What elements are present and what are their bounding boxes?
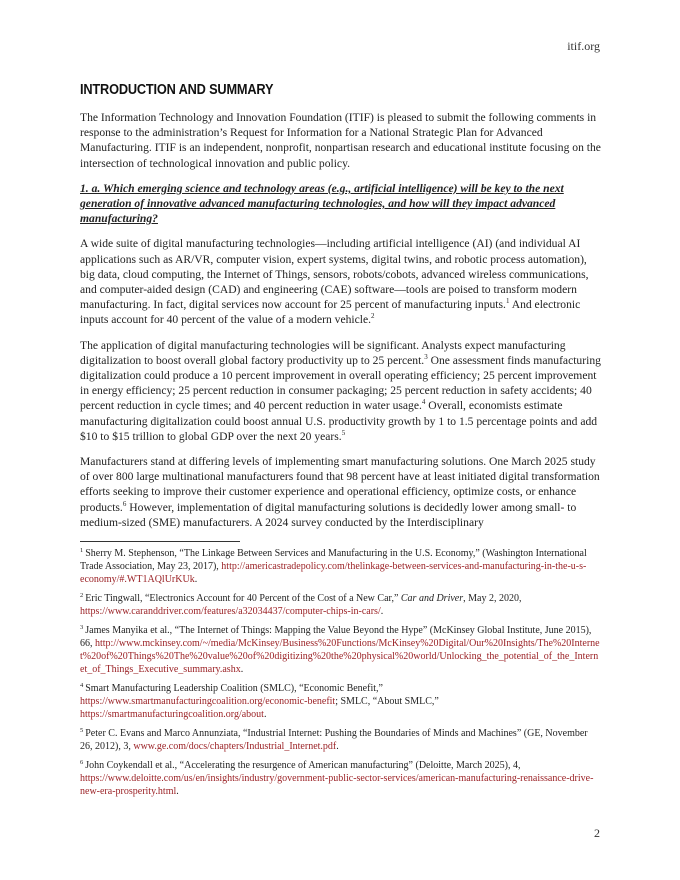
footnote-text: . [240,664,244,675]
intro-paragraph: The Information Technology and Innovation Foundation (ITIF) is pleased to submit the following comments in response to the administration’s Request for Information for a National Strategic Plan for Advanced Manufacturing. ITIF is an independent, nonprofit, nonpartisan research and educational institute focusing on the intersection of technological innovation and public policy. [80,111,601,170]
question-heading: 1. a. Which emerging science and technology areas (e.g., artificial intelligence) will be key to the next generation of innovative advanced manufacturing technologies, and how will they impact advanced manufacturing? [80,181,564,226]
paragraph-text: One assessment finds manufacturing digitalization could produce a 10 percent improvement in overall operating efficiency; 25 percent improvement in energy efficiency; 25 percent reduction in consumer packaging; 25 percent reduction in safety accidents; 40 percent reduction in cycle times; and 40 percent reduction in water usage. [80,353,601,413]
footnote-link[interactable]: http://americastradepolicy.com/thelinkage-between-services-and-manufacturing-in-the-u-s-economy/#.WT1AQlUrKUk [80,561,587,585]
footnote-number: 6 [80,758,84,766]
footnote-text: . [263,709,267,720]
footnote-text: James Manyika et al., “The Internet of Things: Mapping the Value Beyond the Hype” (McKinsey Global Institute, June 2015), 66, [80,625,592,649]
footnote-text: , May 2, 2020, [463,593,522,604]
footnote-italic-title: Car and Driver [400,593,464,604]
paragraph-productivity [80,338,602,444]
footnote-ref[interactable]: 3 [424,352,428,361]
footnote-1 [80,547,602,586]
footnote-text: . [380,606,384,617]
footnote-3 [80,624,602,676]
footnote-2 [80,592,602,618]
paragraph-text: Manufacturers stand at differing levels of implementing smart manufacturing solutions. One March 2025 study of over 800 large multinational manufacturers found that 98 percent have at least initiated digital transformation efforts seeking to improve their customer experience and operational efficiency, optimize costs, or enhance products. [80,455,600,514]
footnote-4 [80,682,602,721]
footnote-ref[interactable]: 5 [341,429,346,437]
paragraph-text: The application of digital manufacturing technologies will be significant. Analysts expect manufacturing digitalization to boost overall global factory productivity up to 25 percent. [80,338,566,367]
footnote-number: 1 [80,546,84,554]
paragraph-text: Overall, economists estimate manufacturing digitalization could boost annual U.S. productivity growth by 1 to 1.5 percentage points and add $10 to $15 trillion to global GDP over the next 20 years. [80,399,598,443]
header-site-name: itif.org [567,39,600,53]
footnote-5 [80,727,602,753]
footnote-number: 3 [80,623,84,631]
paragraph-text: A wide suite of digital manufacturing technologies—including artificial intelligence (AI) (and individual AI applications such as AR/VR, computer vision, expert systems, digital twins, and robotic process automation), big data, cloud computing, the Internet of Things, sensors, robots/cobots, advanced wireless communications, and computer-aided design (CAD) and engineering (CAE) software—tools are poised to transform modern manufacturing. In fact, digital services now account for 25 percent of manufacturing inputs. [80,237,589,312]
footnote-number: 4 [80,681,84,689]
body-content [80,110,602,540]
footnote-ref[interactable]: 6 [122,499,127,508]
paragraph-digital-technologies [80,236,602,327]
section-heading: INTRODUCTION AND SUMMARY [80,82,274,98]
footnote-link[interactable]: http://www.mckinsey.com/~/media/McKinsey/Business%20Functions/McKinsey%20Digital/Our%20Insights/The%20Internet%20of%20Things%20The%20value%20of%20digitizing%20the%20physical%20world/Unlocking_the_potential_of_the_Internet_of_Things_Executive_summary.ashx [80,638,600,675]
paragraph-text: However, implementation of digital manufacturing solutions is decidedly lower among small- to medium-sized (SME) manufacturers. A 2024 survey conducted by the Interdisciplinary [80,500,577,529]
footnote-link[interactable]: https://www.deloitte.com/us/en/insights/industry/government-public-sector-services/american-manufacturing-renaissance-drive-new-era-prosperity.html [80,773,594,797]
paragraph-text: And electronic inputs account for 40 percent of the value of a modern vehicle. [80,298,581,327]
footnote-text: . [194,574,198,585]
footnote-text: ; SMLC, “About SMLC,” [335,696,439,707]
footnote-text: Smart Manufacturing Leadership Coalition (SMLC), “Economic Benefit,” [85,683,383,694]
footnote-link[interactable]: https://smartmanufacturingcoalition.org/about [80,709,264,720]
footnote-ref[interactable]: 4 [421,398,426,407]
footnote-link[interactable]: https://www.smartmanufacturingcoalition.org/economic-benefit [80,696,336,707]
footnote-ref[interactable]: 2 [371,312,375,321]
footnote-link[interactable]: www.ge.com/docs/chapters/Industrial_Internet.pdf [133,741,337,752]
footnote-number: 5 [80,726,84,734]
footnote-divider [80,541,240,542]
footnote-6 [80,759,602,798]
paragraph-implementation [80,454,602,530]
footnote-text: . [336,741,339,752]
footnote-text: Eric Tingwall, “Electronics Account for 40 Percent of the Cost of a New Car,” [85,593,401,604]
footnotes-section [80,547,602,804]
footnote-number: 2 [80,591,84,599]
footnote-text: John Coykendall et al., “Accelerating the resurgence of American manufacturing” (Deloitte, March 2025), 4, [85,760,521,771]
footnote-ref[interactable]: 1 [505,297,510,306]
footnote-text: Sherry M. Stephenson, “The Linkage Between Services and Manufacturing in the U.S. Economy,” (Washington International Trade Association, May 23, 2017), [80,548,587,572]
page-number: 2 [594,826,600,840]
footnote-link[interactable]: https://www.caranddriver.com/features/a32034437/computer-chips-in-cars/ [80,606,381,617]
footnote-text: Peter C. Evans and Marco Annunziata, “Industrial Internet: Pushing the Boundaries of Minds and Machines” (GE, November 26, 2012), 3, [80,728,588,752]
footnote-text: . [176,786,179,797]
